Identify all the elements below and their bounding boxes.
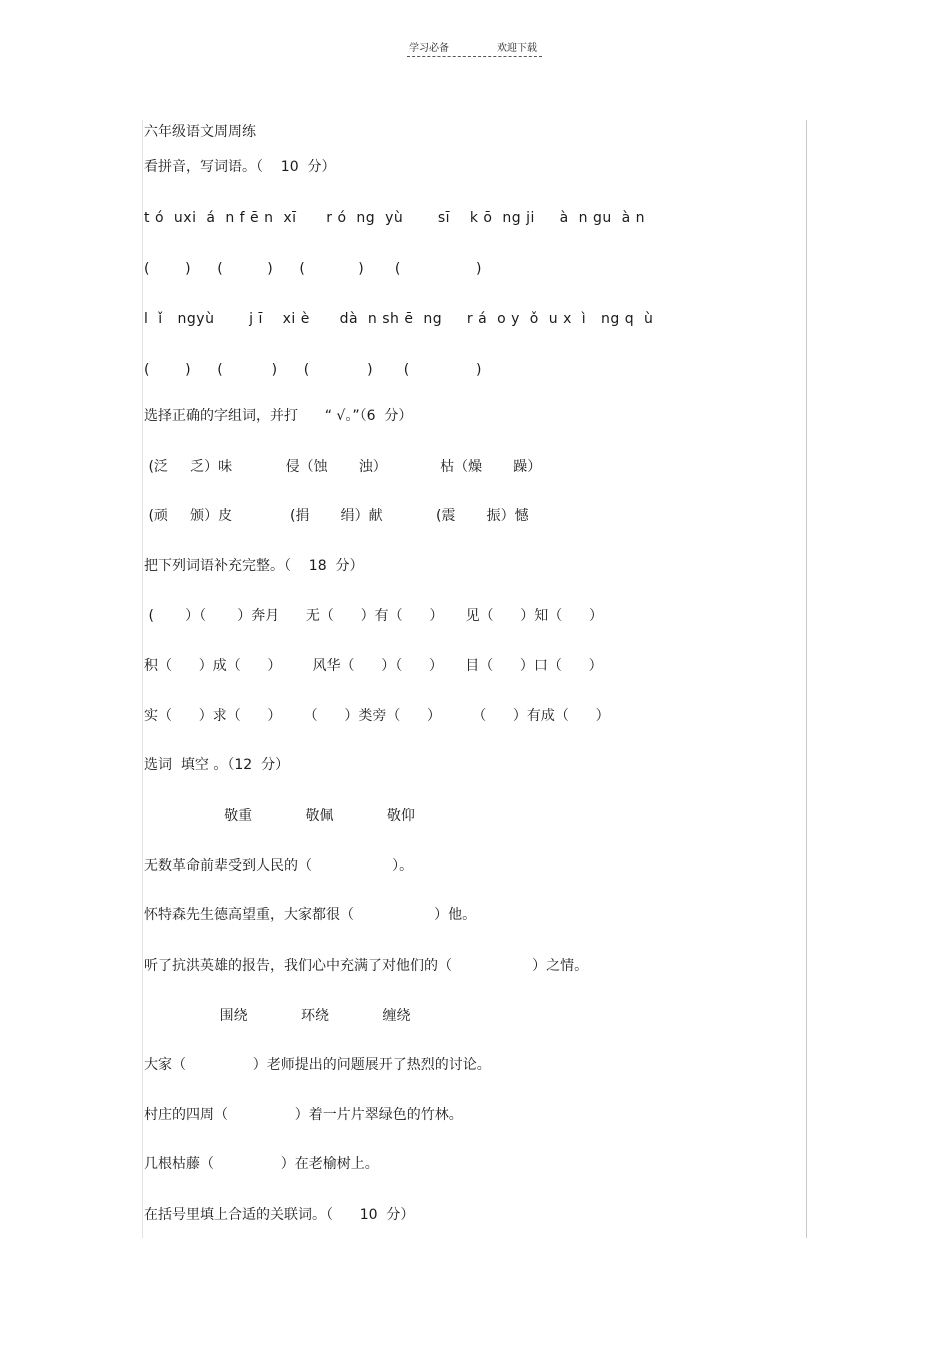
page-header	[407, 38, 542, 57]
section-choose-heading: 选择正确的字组词，并打 “ √。”（6 分）	[144, 408, 413, 424]
section-conjunction-heading: 在括号里填上合适的关联词。（ 10 分）	[144, 1207, 415, 1223]
fill-sentence-1: 无数革命前辈受到人民的（ ）。	[144, 858, 414, 874]
complete-row-3: 实（ ）求（ ） （ ）类旁（ ） （ ）有成（ ）	[144, 708, 610, 724]
word-choices-1: 敬重 敬佩 敬仰	[144, 808, 415, 824]
choose-row-1: (泛 乏）味 侵（蚀 浊） 枯（燥 躁）	[144, 459, 542, 475]
left-margin-line	[142, 120, 143, 1238]
fill-sentence-6: 几根枯藤（ ）在老榆树上。	[144, 1156, 379, 1172]
word-choices-2: 围绕 环绕 缠绕	[144, 1008, 411, 1024]
right-margin-line	[806, 120, 807, 1238]
pinyin-row-2: l ǐ ngyù j ī xi è dà n sh ē ng r á o y ǒ u x ì ng q ù	[144, 311, 654, 327]
fill-sentence-3: 听了抗洪英雄的报告，我们心中充满了对他们的（ ）之情。	[144, 958, 589, 974]
fill-sentence-2: 怀特森先生德高望重，大家都很（ ）他。	[144, 907, 477, 923]
worksheet-title: 六年级语文周周练	[144, 124, 256, 140]
section-complete-heading: 把下列词语补充完整。（ 18 分）	[144, 558, 364, 574]
header-left: 学习必备	[409, 43, 449, 54]
choose-row-2: (顽 颁）皮 (捐 绢）献 (震 振）憾	[144, 508, 529, 524]
section-fill-heading: 选词 填空 。（12 分）	[144, 757, 290, 773]
header-right: 欢迎下载	[497, 43, 537, 54]
answer-brackets-row-1: ( ) ( ) ( ) ( )	[144, 261, 482, 277]
fill-sentence-4: 大家（ ）老师提出的问题展开了热烈的讨论。	[144, 1057, 491, 1073]
pinyin-row-1: t ó uxi á n f ē n xī r ó ng yù sī k ō ng ji à n gu à n	[144, 210, 646, 226]
fill-sentence-5: 村庄的四周（ ）着一片片翠绿色的竹林。	[144, 1107, 463, 1123]
complete-row-2: 积（ ）成（ ） 风华（ ）（ ） 目（ ）口（ ）	[144, 658, 603, 674]
complete-row-1: ( ）（ ）奔月 无（ ）有（ ） 见（ ）知（ ）	[144, 608, 603, 624]
answer-brackets-row-2: ( ) ( ) ( ) ( )	[144, 362, 482, 378]
section-pinyin-heading: 看拼音，写词语。（ 10 分）	[144, 159, 336, 175]
